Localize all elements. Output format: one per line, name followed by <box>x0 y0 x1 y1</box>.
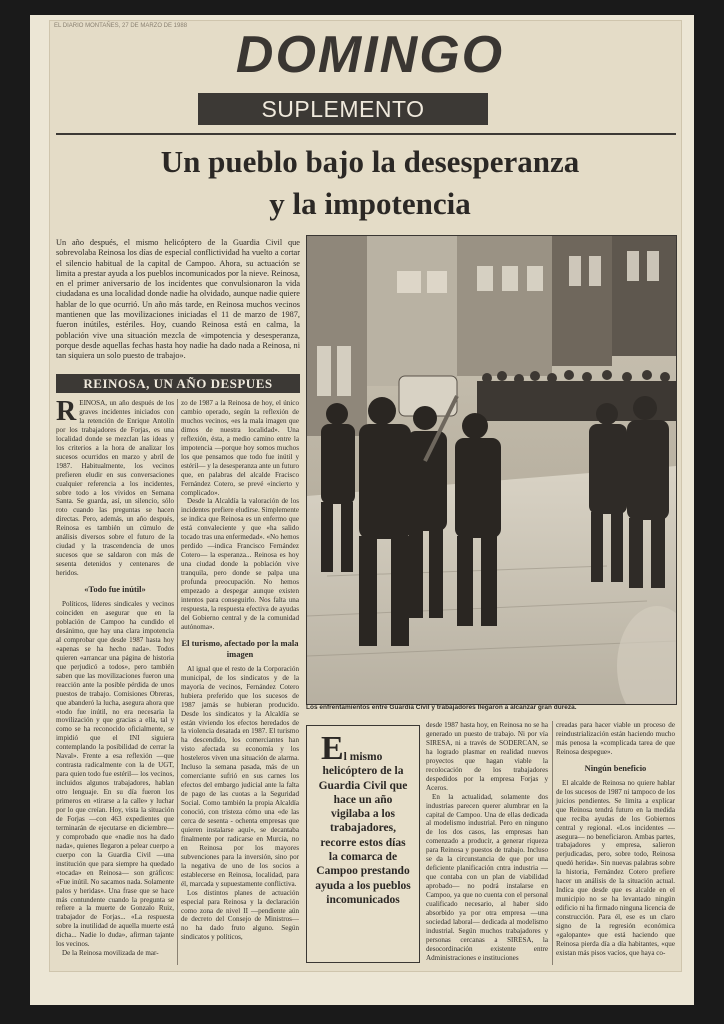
photo-caption: Los enfrentamientos entre Guardia Civil y trabajadores llegaron a alcanzar gran dureza. <box>306 704 577 711</box>
headline-line-2: y la impotencia <box>269 186 471 221</box>
photo-scene-image <box>307 236 676 704</box>
subheading-ningun-beneficio: Ningún beneficio <box>584 762 647 773</box>
col2-paragraph-2: Desde la Alcaldía la valoración de los incidentes prefiere eludirse. Simplemente se indica que Reinosa es un enfermo que está convaleciente y que «ha salido tocado tras una enfermedad». «No hemos perdido —indica Francisco Fernández Cotero— la esperanza... Reinosa es hoy una ciudad donde la población vive tranquila, pero donde se palpa una profunda preocupación. No hemos empezado a despegar aunque existen intentos para conseguirlo. Nos falta una respuesta, la respuesta efectiva de ayudas del Gobierno central y de la comunidad autónoma». <box>181 497 299 631</box>
col2-paragraph-4: Los distintos planes de actuación especial para Reinosa y la declaración como zona de nivel II —pendiente aún de decreto del Consejo de Ministros— no ha dado fruto alguno. Según sindicatos y políticos, <box>181 888 299 942</box>
lead-paragraph: Un año después, el mismo helicóptero de la Guardia Civil que sobrevolaba Reinosa los días de especial conflictividad ha vuelto a cortar el silencio habitual de la capital de Campoo. Ahora, su actuación se limita a prestar ayuda a los pueblos incomunicados por la nieve. Reinosa, en el primer aniversario de los incidentes que convulsionaron la vida ciudadana es una localidad donde nadie ha olvidado, aunque nadie quiere hablar de lo que ocurrió. Un año más tarde, en Reinosa muchos vecinos mantienen que las movilizaciones iniciadas el 11 de marzo de 1987, fueron inútiles, estériles. Hoy, cuando Reinosa está en calma, la población vive una situación mezcla de «impotencia y desesperanza, porque desde aquellas fechas hasta hoy nadie ha dado nada a Reinosa, ni tan siquiera un solo puesto de trabajo». <box>56 238 300 361</box>
column-rule <box>552 721 553 965</box>
article-column-3 <box>426 721 548 967</box>
pull-quote <box>315 730 411 907</box>
drop-cap: R <box>56 396 77 427</box>
article-column-4 <box>556 721 675 967</box>
col4-paragraph-2: El alcalde de Reinosa no quiere hablar de los sucesos de 1987 ni tampoco de los juicios pendientes. Se limita a explicar que Reinosa tendrá futuro en la medida que reciba ayudas de los Gobiernos central y regional. «Los incidentes —asegura— no beneficiaron. Ambas partes, trabajadores y empresa, salieron perjudicadas, pero, sobre todo, Reinosa quedó herida». Sin nuevas palabras sobre la historia, Fernández Cotero prefiere hacer un análisis de la situación actual. Indica que desde que es alcalde en el municipio no se ha levantado ningún edificio ni ha firmado ninguna licencia de construcción. Para él, ese es un claro signo de la regresión económica «galopante» que está haciendo que Reinosa pierda día a día habitantes, «que existan más pisos vacíos, que haya co- <box>556 778 675 957</box>
col2-paragraph-3: Al igual que el resto de la Corporación municipal, de los sindicatos y de la mayoría de vecinos, Fernández Cotero hubiera preferido que los sucesos de 1987 jamás se hubieran producido. Desde los sindicatos y la Alcaldía se están viviendo los efectos heredados de la violencia desatada en 1987. El turismo ha descendido, los comerciantes han visto afectada su economía y los hosteleros viven una situación de alarma. Incluso la semana pasada, más de un comerciante sufrió en sus carnes los efectos del embargo judicial ante la falta de pago de las cuotas a la Seguridad Social. Como también la propia Alcaldía conoció, con tristeza cómo una «de las cerca de sesenta - ochenta empresas que quieren instalarse aquí», se decantaba finalmente por radicarse en Murcia, no en Reinosa por los mayores subvenciones para la inversión, sino por la negativa de uno de los socios a establecerse en Reinosa, localidad, para él, marcada y supuestamente conflictiva. <box>181 664 299 888</box>
article-column-1 <box>56 396 174 965</box>
masthead-title: DOMINGO <box>235 26 505 84</box>
headline-line-1: Un pueblo bajo la desesperanza <box>160 144 580 179</box>
supplement-banner: SUPLEMENTO <box>198 93 488 125</box>
pull-quote-box <box>306 725 420 963</box>
pull-quote-text: l mismo helicóptero de la Guardia Civil que hace un año vigilaba a los trabajadores, recorre estos días la comarca de Campoo prestando ayuda a los pueblos incomunicados <box>315 751 411 906</box>
column-rule <box>177 399 178 965</box>
newspaper-clipping <box>49 20 682 972</box>
col1-paragraph-3: De la Reinosa movilizada de mar- <box>62 949 159 958</box>
col3-paragraph-2: En la actualidad, solamente dos industrias parecen querer alumbrar en la capital de Campoo. Una de ellas dedicada al modelismo industrial. Pero en ninguno de los dos casos, las empresas han comenzado a producir, a generar riqueza para Reinosa y puestos de trabajo. Incluso se da la circunstancia de que por una deficiente planificación cntra industria —que contaba con un plan de viabilidad aprobado— no podrá instalarse en Campoo, ya que no cuenta con el personal cualificado necesario, al haber sido absorbido ya por otra empresa —una sociedad laboral— dedicada al modelismo industrial. Según muchos trabajadores y personas cercanas a SIRESA, la desocordinación existente entre Administraciones e instituciones <box>426 792 548 962</box>
top-mark: EL DIARIO MONTAÑES, 27 DE MARZO DE 1988 <box>54 23 188 29</box>
subheading-turismo: El turismo, afectado por la mala imagen <box>181 637 299 659</box>
headline <box>110 141 630 225</box>
col4-paragraph-1: creadas para hacer viable un proceso de reindustrialización están haciendo mucho más penosa la «complicada tarea de que Reinosa despegue». <box>556 721 675 756</box>
section-heading: REINOSA, UN AÑO DESPUES <box>56 374 300 393</box>
news-photo <box>306 235 677 705</box>
col3-paragraph-1: desde 1987 hasta hoy, en Reinosa no se ha generado un puesto de trabajo. Ni por vía SIRESA, ni a través de SODERCAN, se ha logrado plasmar en realidad nuevos proyectos que hagan viable la recolocación de los trabajadores despedidos por la empresa Forjas y Aceros. <box>426 721 548 792</box>
col2-paragraph-1: zo de 1987 a la Reinosa de hoy, el único cambio operado, según la reflexión de muchos vecinos, «es la mala imagen que dimos de nuestra localidad». Una reflexión, ésta, a medio camino entre la impotencia —porque hoy somos muchos los que pensamos que todo fue inútil y estéril— y la desesperanza ante un futuro que, en palabras del alcalde Fracisco Fernández Cotero, se prevé «incierto y complicado». <box>181 399 299 497</box>
masthead-rule <box>56 133 676 135</box>
subheading-todo-fue-inutil: «Todo fue inútil» <box>84 584 146 595</box>
article-column-2 <box>181 399 299 965</box>
col1-paragraph-2: Políticos, líderes sindicales y vecinos coinciden en asegurar que en la población de Campoo ha cundido el desánimo, que hay una clara impotencia al comprobar que desde 1987 hasta hoy «apenas se ha hecho nada». Todos quieren «arrancar una página de historia que perjudicó a todos», pero también saben que las movilizaciones fueron una reacción ante la posible pérdida de unos puestos de trabajo. Comisiones Obreras, que abanderó la lucha, asegura ahora que «todo fue inútil, no era necesaria la movilización y que gracias a ella, tal y como se ha reconocido oficialmente, se impidió que el INI siguiera contemplando la posibilidad de cerrar la Naval». Frente a esa reflexión —que contrasta radicalmente con la de UGT, para quien todo fue estéril— los vecinos, incluidos algunos trabajadores, hablan otro lenguaje. En su día fueron los primeros en «tirarse a la calle» y luchar por lo que creían. Hoy, vista la situación de Forjas —con 463 expedientes que terminarán de ejecutarse en diciembre— y comprobado que «nadie nos ha dado nada», quienes llegaron a pelear cuerpo a cuerpo con la Guardia Civil —una institución que para siempre ha quedado «tocada» en Reinosa— son gráficos: «Fue inútil. No sacamos nada. Solamente palos y heridas». Una frase que se hace más contundente cuando la pregunta se refiere a la muerte de Gonzalo Ruiz, trabajador de Forjas... «La respuesta sobre la inutilidad de aquella muerte está dicha... Nadie lo duda», afirman tajante los vecinos. <box>56 600 174 949</box>
pull-quote-initial: E <box>321 730 344 767</box>
col1-paragraph-1: EINOSA, un año después de los graves incidentes iniciados con la retención de Enrique Antolín por los trabajadores de Forjas, es una localidad donde se mezclan las ideas y los criterios a la hora de analizar los sucesos ocurridos en marzo y abril de 1987. Habitualmente, los vecinos prefieren eludir en sus conversaciones cualquier referencia a los incidentes, sobre todo a los vividos en Semana Santa. Se guarda, así, un silencio, sólo roto cuando las preguntas se hacen directas. Pero, además, un año después, Reinosa es también un cúmulo de análisis diversos sobre el futuro de la ciudad y la trascendencia de unos sucesos que se saldaron con más de sesenta detenidos y centenares de heridos. <box>56 399 174 578</box>
